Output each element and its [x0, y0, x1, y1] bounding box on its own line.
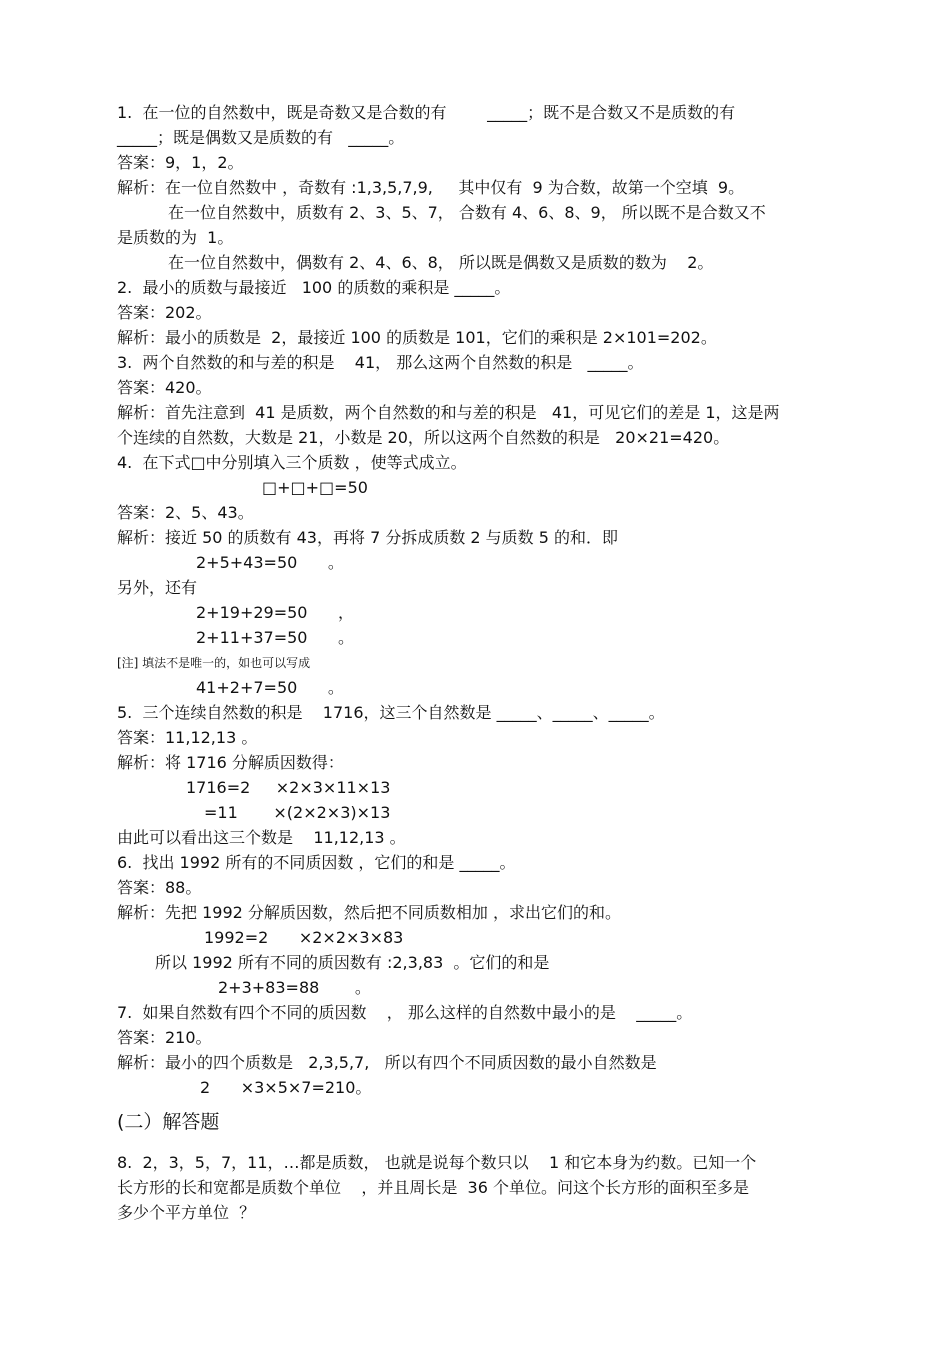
q6-analysis-line2: 所以 1992 所有不同的质因数有 :2,3,83 。它们的和是 [155, 953, 550, 972]
q5-text: 5. 三个连续自然数的积是 1716，这三个自然数是 _____、_____、_____。 [117, 703, 665, 722]
q7-answer: 答案：210。 [117, 1028, 212, 1047]
q6-sum: 2+3+83=88 。 [218, 978, 371, 997]
q3-analysis-line1: 解析：首先注意到 41 是质数，两个自然数的和与差的积是 41，可见它们的差是 1，这是两 [117, 403, 780, 422]
q3-analysis-line2: 个连续的自然数，大数是 21，小数是 20，所以这两个自然数的积是 20×21=420。 [117, 428, 730, 447]
q5-answer: 答案：11,12,13 。 [117, 728, 258, 747]
q4-analysis-line1: 解析：接近 50 的质数有 43，再将 7 分拆成质数 2 与质数 5 的和．即 [117, 528, 619, 547]
q8-text-line3: 多少个平方单位 ？ [117, 1203, 256, 1222]
q5-equation-a: 1716=2 ×2×3×11×13 [186, 778, 391, 797]
q8-text-line2: 长方形的长和宽都是质数个单位 ，并且周长是 36 个单位。问这个长方形的面积至多是 [117, 1178, 749, 1197]
q6-equation: 1992=2 ×2×2×3×83 [204, 928, 404, 947]
q3-answer: 答案：420。 [117, 378, 212, 397]
q1-text-line1: 1. 在一位的自然数中，既是奇数又是合数的有 _____；既不是合数又不是质数的有 [117, 103, 736, 122]
q6-answer: 答案：88。 [117, 878, 202, 897]
q1-answer: 答案：9，1，2。 [117, 153, 244, 172]
q3-text: 3. 两个自然数的和与差的积是 41， 那么这两个自然数的积是 _____。 [117, 353, 644, 372]
q7-equation: 2 ×3×5×7=210。 [200, 1078, 372, 1097]
q1-analysis-line4: 在一位自然数中，偶数有 2、4、6、8， 所以既是偶数又是质数的数为 2。 [168, 253, 714, 272]
q2-analysis: 解析：最小的质数是 2，最接近 100 的质数是 101，它们的乘积是 2×101=202。 [117, 328, 717, 347]
q7-analysis-line1: 解析：最小的四个质数是 2,3,5,7, 所以有四个不同质因数的最小自然数是 [117, 1053, 657, 1072]
q5-conclusion: 由此可以看出这三个数是 11,12,13 。 [117, 828, 406, 847]
q6-analysis-line1: 解析：先把 1992 分解质因数，然后把不同质数相加 ，求出它们的和。 [117, 903, 621, 922]
q8-text-line1: 8. 2，3，5，7，11，…都是质数， 也就是说每个数只以 1 和它本身为约数。已知一个 [117, 1153, 757, 1172]
q1-analysis-line1: 解析：在一位自然数中 ，奇数有 :1,3,5,7,9, 其中仅有 9 为合数，故第一个空填 9。 [117, 178, 745, 197]
q6-text: 6. 找出 1992 所有的不同质因数 ，它们的和是 _____。 [117, 853, 516, 872]
q4-text: 4. 在下式□中分别填入三个质数 ，使等式成立。 [117, 453, 467, 472]
q5-equation-b: =11 ×(2×2×3)×13 [204, 803, 391, 822]
q4-note: [注] 填法不是唯一的，如也可以写成 [117, 656, 311, 670]
q1-analysis-line3: 是质数的为 1。 [117, 228, 234, 247]
q7-text: 7. 如果自然数有四个不同的质因数 ， 那么这样的自然数中最小的是 _____。 [117, 1003, 693, 1022]
q4-equation: □+□+□=50 [262, 478, 368, 497]
section-heading: (二）解答题 [117, 1111, 220, 1133]
q4-also: 另外，还有 [117, 578, 198, 597]
q2-answer: 答案：202。 [117, 303, 212, 322]
q5-analysis-line1: 解析：将 1716 分解质因数得： [117, 753, 344, 772]
q4-equation-b: 2+19+29=50 ， [196, 603, 354, 622]
q1-analysis-line2: 在一位自然数中，质数有 2、3、5、7， 合数有 4、6、8、9， 所以既不是合数又不 [168, 203, 766, 222]
q4-equation-a: 2+5+43=50 。 [196, 553, 344, 572]
q4-equation-c: 2+11+37=50 。 [196, 628, 354, 647]
q4-answer: 答案：2、5、43。 [117, 503, 254, 522]
q2-text: 2. 最小的质数与最接近 100 的质数的乘积是 _____。 [117, 278, 511, 297]
q4-equation-d: 41+2+7=50 。 [196, 678, 344, 697]
q1-text-line2: _____；既是偶数又是质数的有 _____。 [117, 128, 405, 147]
